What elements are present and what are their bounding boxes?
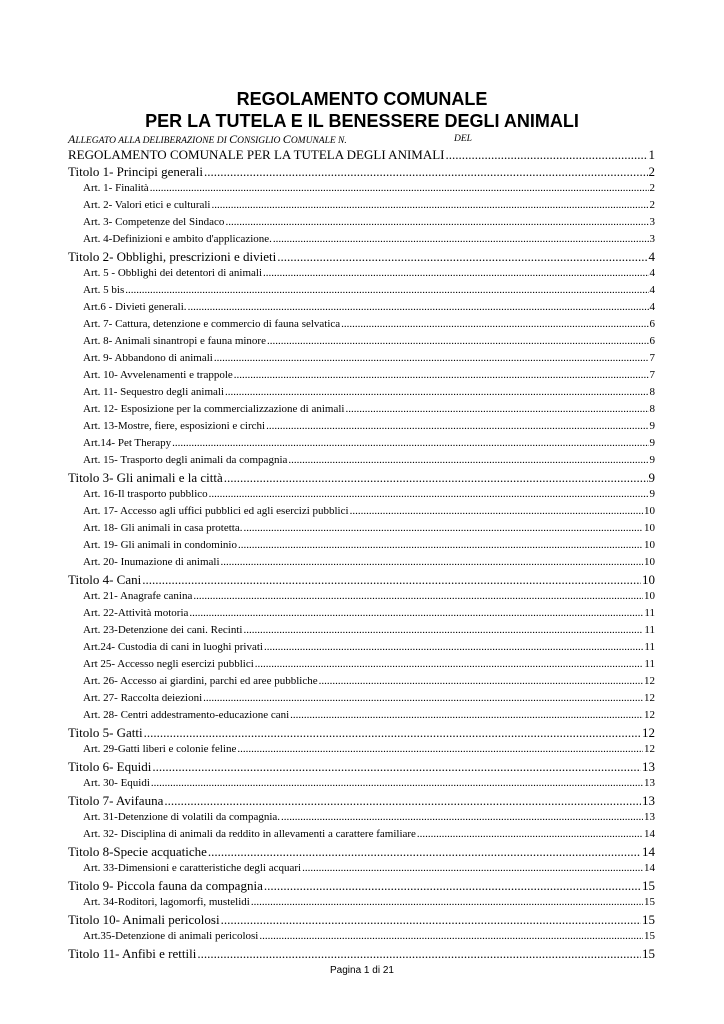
toc-entry-label: Titolo 5- Gatti (68, 725, 143, 740)
toc-entry-label: Art. 20- Inumazione di animali (83, 556, 220, 568)
toc-entry-article[interactable] (0, 486, 655, 503)
toc-dot-leader (266, 418, 648, 435)
toc-entry-page: 10 (644, 505, 655, 517)
toc-entry-label: Art. 7- Cattura, detenzione e commercio di fauna selvatica (83, 318, 341, 330)
toc-dot-leader (225, 214, 648, 231)
allegato-text-3: OMUNALE N. (290, 136, 347, 146)
toc-entry-page: 13 (644, 777, 655, 789)
toc-entry-title[interactable] (0, 792, 655, 809)
toc-entry-label: Titolo 2- Obblighi, prescrizioni e divieti (68, 249, 277, 264)
allegato-cap-3: C (282, 132, 291, 146)
toc-dot-leader (221, 911, 641, 928)
toc-entry-title[interactable] (0, 163, 655, 180)
toc-dot-leader (209, 486, 649, 503)
toc-entry-label: Titolo 7- Avifauna (68, 793, 164, 808)
table-of-contents (0, 146, 724, 962)
toc-entry-label: Titolo 10- Animali pericolosi (68, 912, 220, 927)
toc-entry-label: Art. 19- Gli animali in condominio (83, 539, 237, 551)
toc-entry-label: Art. 4-Definizioni e ambito d'applicazione. (83, 233, 272, 245)
document-title-line2: PER LA TUTELA E IL BENESSERE DEGLI ANIMALI (145, 111, 579, 131)
toc-entry-article[interactable] (0, 741, 655, 758)
toc-entry-page: 15 (642, 912, 655, 927)
toc-dot-leader (225, 384, 648, 401)
toc-entry-article[interactable] (0, 707, 655, 724)
toc-dot-leader (259, 928, 643, 945)
toc-entry-label: Art. 21- Anagrafe canina (83, 590, 193, 602)
toc-entry-page: 15 (644, 930, 655, 942)
toc-entry-title[interactable] (0, 911, 655, 928)
toc-entry-article[interactable] (0, 639, 655, 656)
toc-entry-title[interactable] (0, 571, 655, 588)
toc-entry-label: Art. 32- Disciplina di animali da reddito in allevamenti a carattere familiare (83, 828, 416, 840)
toc-entry-page: 1 (648, 147, 655, 162)
toc-entry-label: Art. 26- Accesso ai giardini, parchi ed aree pubbliche (83, 675, 318, 687)
toc-entry-page: 15 (644, 896, 655, 908)
toc-dot-leader (164, 792, 641, 809)
allegato-text-2: ONSIGLIO (237, 136, 283, 146)
toc-entry-article[interactable] (0, 622, 655, 639)
toc-entry-title[interactable] (0, 146, 655, 163)
toc-entry-article[interactable] (0, 265, 655, 282)
toc-entry-article[interactable] (0, 384, 655, 401)
toc-dot-leader (125, 282, 648, 299)
toc-entry-label: Art. 29-Gatti liberi e colonie feline (83, 743, 237, 755)
toc-dot-leader (193, 588, 643, 605)
toc-dot-leader (264, 639, 643, 656)
toc-entry-page: 12 (644, 709, 655, 721)
toc-entry-label: Art.14- Pet Therapy (83, 437, 172, 449)
toc-entry-page: 14 (642, 844, 655, 859)
toc-entry-label: Art. 18- Gli animali in casa protetta. (83, 522, 243, 534)
toc-dot-leader (188, 299, 649, 316)
toc-entry-title[interactable] (0, 945, 655, 962)
toc-entry-article[interactable] (0, 197, 655, 214)
toc-entry-article[interactable] (0, 316, 655, 333)
toc-dot-leader (264, 877, 641, 894)
toc-entry-label: Art. 33-Dimensioni e caratteristiche degli acquari (83, 862, 302, 874)
toc-entry-page: 11 (644, 624, 655, 636)
toc-entry-article[interactable] (0, 401, 655, 418)
toc-dot-leader (172, 435, 648, 452)
toc-entry-page: 12 (642, 725, 655, 740)
toc-dot-leader (237, 741, 643, 758)
toc-entry-article[interactable] (0, 928, 655, 945)
toc-entry-label: Art.6 - Divieti generali. (83, 301, 187, 313)
toc-entry-article[interactable] (0, 180, 655, 197)
toc-dot-leader (243, 622, 643, 639)
toc-entry-page: 3 (649, 216, 655, 228)
toc-dot-leader (208, 843, 641, 860)
toc-entry-article[interactable] (0, 503, 655, 520)
toc-entry-page: 7 (649, 352, 655, 364)
toc-entry-label: Art. 2- Valori etici e culturali (83, 199, 211, 211)
toc-entry-article[interactable] (0, 673, 655, 690)
toc-dot-leader (263, 265, 648, 282)
toc-entry-label: Titolo 11- Anfibi e rettili (68, 946, 197, 961)
toc-entry-label: Art. 12- Esposizione per la commercializzazione di animali (83, 403, 345, 415)
toc-entry-label: Titolo 9- Piccola fauna da compagnia (68, 878, 263, 893)
toc-entry-page: 4 (649, 284, 655, 296)
toc-entry-label: Titolo 8-Specie acquatiche (68, 844, 207, 859)
toc-entry-page: 9 (648, 470, 655, 485)
toc-dot-leader (341, 316, 648, 333)
toc-entry-label: Art. 30- Equidi (83, 777, 150, 789)
toc-entry-page: 6 (649, 335, 655, 347)
toc-dot-leader (302, 860, 643, 877)
toc-dot-leader (144, 724, 641, 741)
toc-entry-page: 14 (644, 862, 655, 874)
toc-entry-article[interactable] (0, 214, 655, 231)
toc-dot-leader (203, 690, 643, 707)
toc-entry-page: 2 (649, 182, 655, 194)
allegato-cap-2: C (229, 132, 238, 146)
toc-entry-label: Art. 1- Finalità (83, 182, 149, 194)
toc-entry-page: 2 (649, 199, 655, 211)
toc-entry-label: Art. 5 - Obblighi dei detentori di animali (83, 267, 263, 279)
toc-dot-leader (255, 656, 644, 673)
toc-entry-article[interactable] (0, 452, 655, 469)
toc-dot-leader (234, 367, 649, 384)
toc-entry-article[interactable] (0, 367, 655, 384)
toc-entry-page: 7 (649, 369, 655, 381)
toc-entry-page: 8 (649, 403, 655, 415)
toc-dot-leader (446, 146, 648, 163)
toc-entry-article[interactable] (0, 231, 655, 248)
toc-entry-page: 6 (649, 318, 655, 330)
toc-entry-page: 8 (649, 386, 655, 398)
toc-entry-page: 14 (644, 828, 655, 840)
toc-entry-page: 10 (644, 556, 655, 568)
toc-dot-leader (142, 571, 641, 588)
toc-entry-page: 4 (649, 267, 655, 279)
toc-dot-leader (417, 826, 643, 843)
toc-entry-page: 13 (642, 793, 655, 808)
toc-entry-label: Art. 34-Roditori, lagomorfi, mustelidi (83, 896, 250, 908)
toc-entry-label: Art. 16-Il trasporto pubblico (83, 488, 208, 500)
toc-entry-article[interactable] (0, 333, 655, 350)
toc-entry-title[interactable] (0, 758, 655, 775)
toc-entry-article[interactable] (0, 894, 655, 911)
toc-entry-article[interactable] (0, 350, 655, 367)
toc-entry-page: 10 (642, 572, 655, 587)
toc-entry-page: 13 (642, 759, 655, 774)
toc-dot-leader (152, 758, 641, 775)
toc-entry-page: 4 (648, 249, 655, 264)
toc-entry-label: Titolo 1- Principi generali (68, 164, 203, 179)
toc-entry-page: 11 (644, 658, 655, 670)
toc-dot-leader (211, 197, 648, 214)
toc-entry-page: 4 (649, 301, 655, 313)
toc-entry-label: Art 25- Accesso negli esercizi pubblici (83, 658, 254, 670)
toc-entry-label: Art. 28- Centri addestramento-educazione cani (83, 709, 290, 721)
toc-entry-label: Art. 9- Abbandono di animali (83, 352, 213, 364)
toc-entry-page: 15 (642, 946, 655, 961)
toc-entry-label: Titolo 3- Gli animali e la città (68, 470, 223, 485)
toc-entry-page: 12 (644, 675, 655, 687)
toc-dot-leader (221, 554, 643, 571)
toc-entry-label: Titolo 6- Equidi (68, 759, 152, 774)
toc-entry-page: 12 (644, 692, 655, 704)
toc-dot-leader (189, 605, 643, 622)
toc-entry-article[interactable] (0, 690, 655, 707)
document-title-line1: REGOLAMENTO COMUNALE (236, 89, 488, 109)
toc-dot-leader (204, 163, 648, 180)
toc-entry-page: 2 (648, 164, 655, 179)
toc-entry-label: Art. 22-Attività motoria (83, 607, 189, 619)
toc-entry-page: 9 (649, 437, 655, 449)
toc-entry-page: 3 (649, 233, 655, 245)
toc-entry-page: 15 (642, 878, 655, 893)
page-footer: Pagina 1 di 21 (330, 965, 394, 976)
toc-entry-page: 13 (644, 811, 655, 823)
toc-dot-leader (288, 452, 648, 469)
toc-dot-leader (319, 673, 643, 690)
toc-dot-leader (350, 503, 643, 520)
toc-entry-title[interactable] (0, 248, 655, 265)
toc-dot-leader (243, 520, 643, 537)
toc-dot-leader (150, 180, 649, 197)
toc-dot-leader (224, 469, 648, 486)
toc-entry-page: 10 (644, 539, 655, 551)
toc-entry-label: Art. 15- Trasporto degli animali da compagnia (83, 454, 288, 466)
toc-entry-label: Art. 10- Avvelenamenti e trappole (83, 369, 233, 381)
toc-entry-article[interactable] (0, 826, 655, 843)
toc-entry-label: Art. 17- Accesso agli uffici pubblici ed agli esercizi pubblici (83, 505, 349, 517)
toc-dot-leader (251, 894, 643, 911)
toc-entry-page: 11 (644, 607, 655, 619)
allegato-cap-1: A (68, 132, 76, 146)
toc-entry-label: Art. 31-Detenzione di volatili da compagnia. (83, 811, 281, 823)
toc-entry-page: 9 (649, 420, 655, 432)
toc-entry-article[interactable] (0, 605, 655, 622)
toc-entry-article[interactable] (0, 860, 655, 877)
toc-entry-page: 12 (644, 743, 655, 755)
toc-entry-page: 11 (644, 641, 655, 653)
toc-entry-article[interactable] (0, 588, 655, 605)
toc-entry-article[interactable] (0, 282, 655, 299)
toc-entry-label: Art. 3- Competenze del Sindaco (83, 216, 225, 228)
allegato-text-1: LLEGATO ALLA DELIBERAZIONE DI (75, 136, 230, 146)
toc-dot-leader (281, 809, 643, 826)
toc-entry-article[interactable] (0, 656, 655, 673)
toc-entry-title[interactable] (0, 469, 655, 486)
toc-entry-article[interactable] (0, 554, 655, 571)
toc-entry-label: Art. 8- Animali sinantropi e fauna minore (83, 335, 266, 347)
toc-entry-label: Art. 27- Raccolta deiezioni (83, 692, 203, 704)
toc-entry-page: 10 (644, 522, 655, 534)
toc-entry-article[interactable] (0, 418, 655, 435)
toc-dot-leader (277, 248, 647, 265)
toc-dot-leader (273, 231, 649, 248)
toc-entry-title[interactable] (0, 724, 655, 741)
toc-dot-leader (267, 333, 649, 350)
toc-entry-label: Art. 5 bis (83, 284, 125, 296)
toc-dot-leader (214, 350, 649, 367)
toc-entry-label: Art. 23-Detenzione dei cani. Recinti (83, 624, 243, 636)
toc-dot-leader (345, 401, 648, 418)
toc-entry-label: Art.35-Detenzione di animali pericolosi (83, 930, 259, 942)
toc-entry-label: Titolo 4- Cani (68, 572, 142, 587)
toc-entry-page: 9 (649, 454, 655, 466)
toc-entry-article[interactable] (0, 520, 655, 537)
toc-entry-page: 10 (644, 590, 655, 602)
toc-entry-title[interactable] (0, 843, 655, 860)
toc-dot-leader (197, 945, 641, 962)
toc-entry-article[interactable] (0, 775, 655, 792)
toc-entry-page: 9 (649, 488, 655, 500)
toc-entry-article[interactable] (0, 809, 655, 826)
toc-entry-label: Art. 13-Mostre, fiere, esposizioni e circhi (83, 420, 266, 432)
toc-entry-title[interactable] (0, 877, 655, 894)
toc-entry-article[interactable] (0, 435, 655, 452)
toc-dot-leader (151, 775, 643, 792)
toc-dot-leader (290, 707, 643, 724)
toc-entry-article[interactable] (0, 299, 655, 316)
toc-dot-leader (238, 537, 643, 554)
toc-entry-label: Art.24- Custodia di cani in luoghi privati (83, 641, 263, 653)
allegato-del: DEL (454, 134, 472, 144)
toc-entry-label: REGOLAMENTO COMUNALE PER LA TUTELA DEGLI ANIMALI (68, 147, 445, 162)
toc-entry-label: Art. 11- Sequestro degli animali (83, 386, 225, 398)
toc-entry-article[interactable] (0, 537, 655, 554)
